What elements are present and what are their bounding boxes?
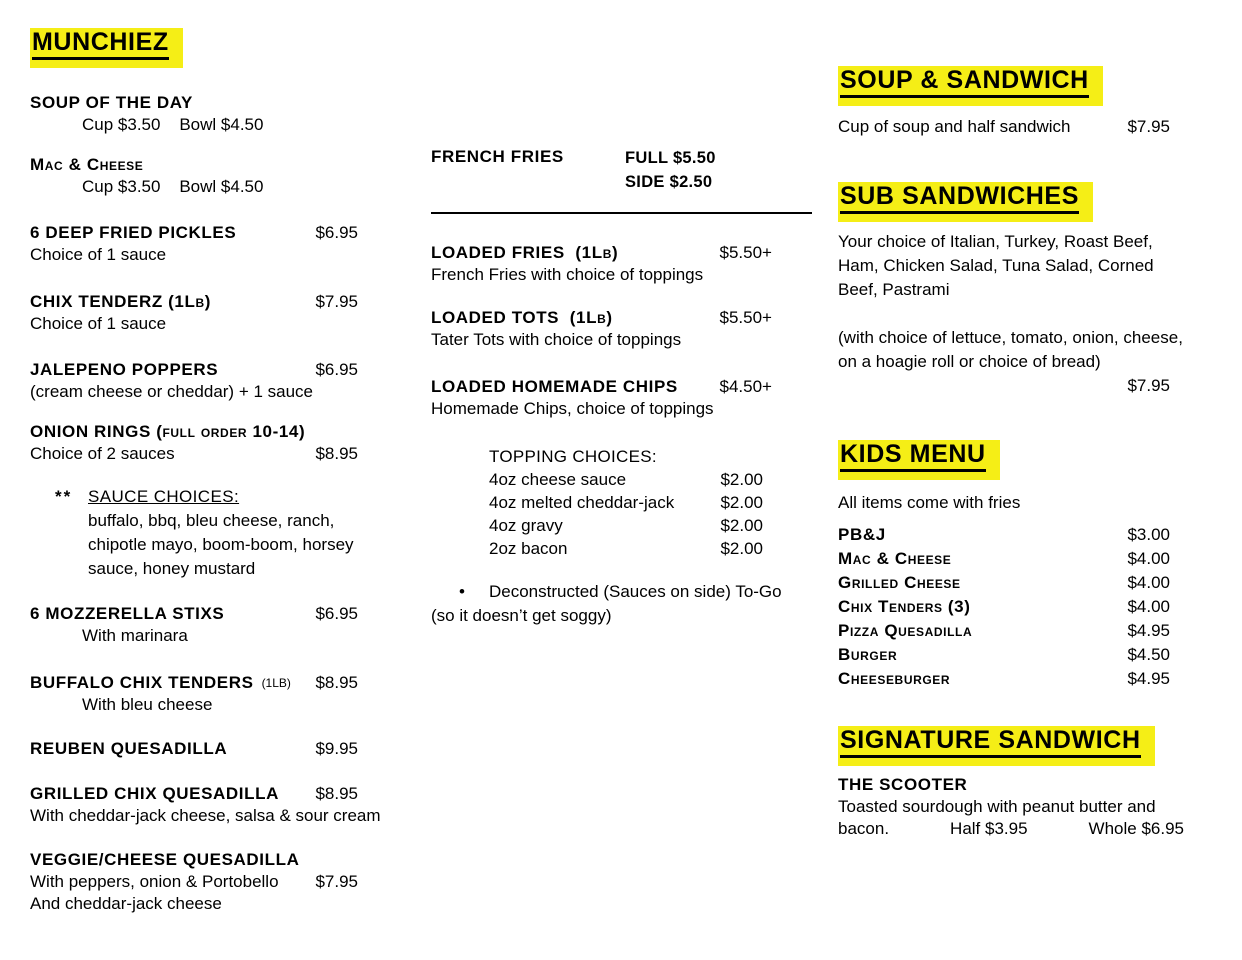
item-desc: Choice of 1 sauce <box>30 245 167 264</box>
header-highlight <box>838 440 1000 480</box>
item-name: JALEPENO POPPERS <box>30 360 219 379</box>
kids-item-row <box>838 668 1170 690</box>
item-name: Grilled Cheese <box>838 573 961 592</box>
menu-item-loaded-homemade-chips <box>431 376 812 420</box>
side-price: SIDE $2.50 <box>625 173 713 191</box>
item-name-price-row <box>30 291 358 313</box>
topping-name: 2oz bacon <box>489 539 568 558</box>
header-highlight <box>30 28 183 68</box>
item-price: $4.50 <box>1127 645 1170 664</box>
item-desc: And cheddar-jack cheese <box>30 894 222 913</box>
kids-menu-note: All items come with fries <box>838 493 1021 512</box>
topping-name: 4oz gravy <box>489 516 563 535</box>
menu-item-soup-of-the-day <box>30 92 394 136</box>
sauce-choices-list <box>88 509 394 581</box>
subs-price: $7.95 <box>1127 376 1170 395</box>
kids-menu-list <box>838 524 1186 690</box>
topping-row <box>489 537 763 560</box>
item-desc: With peppers, onion & Portobello <box>30 872 279 891</box>
item-name: CHIX TENDERZ (1Lb) <box>30 292 211 311</box>
sauce-choices-title: SAUCE CHOICES: <box>88 487 240 506</box>
kids-item-row <box>838 524 1170 546</box>
item-price: $7.95 <box>1127 117 1170 136</box>
item-desc: Homemade Chips, choice of toppings <box>431 399 714 418</box>
menu-item-buffalo-chix-tenders <box>30 672 394 716</box>
item-sizes: Cup $3.50 Bowl $4.50 <box>82 115 264 134</box>
item-name: Mac & Cheese <box>30 155 144 174</box>
item-name-price-row <box>30 222 358 244</box>
togo-note-line1 <box>431 580 812 604</box>
section-title-munchiez: MUNCHIEZ <box>32 30 169 60</box>
sauce-line: chipotle mayo, boom-boom, horsey <box>88 535 354 554</box>
subs-choices-paragraph: Your choice of Italian, Turkey, Roast Beef, Ham, Chicken Salad, Tuna Salad, Corned Beef, Pastrami <box>838 232 1154 299</box>
section-title-signature-sandwich: SIGNATURE SANDWICH <box>840 728 1141 758</box>
menu-item-grilled-chix-quesadilla <box>30 783 394 827</box>
item-name-group <box>30 672 291 694</box>
item-price: $9.95 <box>315 739 358 758</box>
item-name: 6 DEEP FRIED PICKLES <box>30 223 237 242</box>
topping-choices-block <box>489 445 763 560</box>
item-price: $5.50+ <box>719 243 772 262</box>
section-header-kids-menu <box>838 440 1186 480</box>
section-header-signature-sandwich <box>838 726 1186 766</box>
item-desc: With bleu cheese <box>82 695 213 714</box>
menu-item-onion-rings <box>30 421 394 465</box>
item-name: Chix Tenders (3) <box>838 597 971 616</box>
item-name: LOADED HOMEMADE CHIPS <box>431 377 678 396</box>
section-divider-line <box>431 212 812 214</box>
kids-item-row <box>838 548 1170 570</box>
item-name: ONION RINGS (full order 10-14) <box>30 422 306 441</box>
item-name-price-row <box>30 783 358 805</box>
topping-row <box>489 468 763 491</box>
topping-row <box>489 514 763 537</box>
header-highlight <box>838 182 1093 222</box>
half-price: Half $3.95 <box>950 819 1028 838</box>
item-sizes: Cup $3.50 Bowl $4.50 <box>82 177 264 196</box>
section-title-sub-sandwiches: SUB SANDWICHES <box>840 184 1079 214</box>
item-price: $6.95 <box>315 360 358 379</box>
item-desc: Toasted sourdough with peanut butter and <box>838 797 1156 816</box>
topping-name: 4oz melted cheddar-jack <box>489 493 675 512</box>
item-name: Pizza Quesadilla <box>838 621 973 640</box>
item-name-price-row <box>30 603 358 625</box>
column-sandwiches <box>838 0 1186 840</box>
menu-item-deep-fried-pickles <box>30 222 394 266</box>
kids-item-row <box>838 572 1170 594</box>
topping-price: $2.00 <box>720 539 763 558</box>
item-price: $4.00 <box>1127 549 1170 568</box>
item-desc: With cheddar-jack cheese, salsa & sour cream <box>30 806 381 825</box>
item-name: PB&J <box>838 525 886 544</box>
kids-item-row <box>838 596 1170 618</box>
item-name: LOADED TOTS (1Lb) <box>431 308 613 327</box>
item-name-price-row <box>30 672 358 694</box>
item-name: 6 MOZZERELLA STIXS <box>30 604 225 623</box>
menu-item-veggie-cheese-quesadilla <box>30 849 394 915</box>
item-name: Mac & Cheese <box>838 549 952 568</box>
item-name: BUFFALO CHIX TENDERS <box>30 673 254 692</box>
item-desc: Cup of soup and half sandwich <box>838 117 1071 136</box>
item-name: SOUP OF THE DAY <box>30 93 193 112</box>
item-name: REUBEN QUESADILLA <box>30 739 228 758</box>
topping-price: $2.00 <box>720 470 763 489</box>
topping-price: $2.00 <box>720 516 763 535</box>
sauce-line: buffalo, bbq, bleu cheese, ranch, <box>88 511 335 530</box>
item-name: VEGGIE/CHEESE QUESADILLA <box>30 850 300 869</box>
column-munchiez <box>30 0 394 915</box>
topping-choices-title: TOPPING CHOICES: <box>489 447 657 466</box>
item-name: THE SCOOTER <box>838 775 968 794</box>
item-name-price-row <box>431 242 772 264</box>
item-name: GRILLED CHIX QUESADILLA <box>30 784 279 803</box>
togo-note-line2: (so it doesn’t get soggy) <box>431 606 612 625</box>
menu-item-mac-and-cheese <box>30 154 394 198</box>
item-price: $6.95 <box>315 223 358 242</box>
bullet-glyph: • <box>459 582 465 601</box>
section-header-munchiez <box>30 28 394 68</box>
item-desc: Tater Tots with choice of toppings <box>431 330 682 349</box>
menu-item-the-scooter <box>838 774 1186 840</box>
header-highlight <box>838 726 1155 766</box>
item-desc-price-row <box>30 871 358 893</box>
item-desc: French Fries with choice of toppings <box>431 265 704 284</box>
menu-item-loaded-tots <box>431 307 812 351</box>
kids-item-row <box>838 644 1170 666</box>
header-highlight <box>838 66 1103 106</box>
item-price: $4.95 <box>1127 669 1170 688</box>
whole-price: Whole $6.95 <box>1088 819 1184 838</box>
topping-name: 4oz cheese sauce <box>489 470 627 489</box>
sauce-line: sauce, honey mustard <box>88 559 256 578</box>
item-price: $7.95 <box>315 292 358 311</box>
full-price: FULL $5.50 <box>625 149 716 167</box>
section-title-kids-menu: KIDS MENU <box>840 442 986 472</box>
menu-item-loaded-fries <box>431 242 812 286</box>
item-size-prices <box>625 146 772 194</box>
item-price: $4.95 <box>1127 621 1170 640</box>
asterisks: ** <box>55 487 73 506</box>
item-price: $3.00 <box>1127 525 1170 544</box>
item-price: $4.00 <box>1127 597 1170 616</box>
menu-item-chix-tenderz <box>30 291 394 335</box>
item-desc-price-row <box>838 818 1184 840</box>
item-desc: With marinara <box>82 626 188 645</box>
item-price: $6.95 <box>315 604 358 623</box>
menu-item-reuben-quesadilla <box>30 738 394 760</box>
item-price: $8.95 <box>315 673 358 692</box>
item-name: FRENCH FRIES <box>431 147 564 166</box>
sauce-choices-heading <box>30 485 394 509</box>
topping-price: $2.00 <box>720 493 763 512</box>
section-header-soup-sandwich <box>838 66 1186 106</box>
section-header-sub-sandwiches <box>838 182 1186 222</box>
item-desc: Choice of 2 sauces <box>30 444 175 463</box>
menu-item-jalepeno-poppers <box>30 359 394 403</box>
item-desc-continued: bacon. <box>838 819 890 838</box>
item-name-price-row <box>431 376 772 398</box>
column-fries <box>431 0 812 628</box>
item-price: $8.95 <box>315 784 358 803</box>
item-name: Cheeseburger <box>838 669 951 688</box>
item-name-suffix: (1LB) <box>261 676 291 690</box>
item-price: $8.95 <box>315 444 358 463</box>
togo-note <box>431 580 812 628</box>
sauce-choices-note <box>30 485 394 581</box>
section-title-soup-sandwich: SOUP & SANDWICH <box>840 68 1089 98</box>
item-name-price-row <box>431 307 772 329</box>
menu-item-mozzerella-stixs <box>30 603 394 647</box>
item-desc-price-row <box>30 443 358 465</box>
item-name-price-row <box>30 738 358 760</box>
item-price: $5.50+ <box>719 308 772 327</box>
item-name-price-row <box>30 359 358 381</box>
subs-fixings-paragraph: (with choice of lettuce, tomato, onion, cheese, on a hoagie roll or choice of bread) <box>838 328 1183 371</box>
menu-item-french-fries <box>431 146 772 194</box>
item-price: $4.50+ <box>719 377 772 396</box>
togo-text: Deconstructed (Sauces on side) To-Go <box>489 582 782 601</box>
item-name: Burger <box>838 645 898 664</box>
menu-item-soup-and-half-sandwich <box>838 116 1170 138</box>
kids-item-row <box>838 620 1170 642</box>
topping-row <box>489 491 763 514</box>
item-desc: (cream cheese or cheddar) + 1 sauce <box>30 382 314 401</box>
item-name: LOADED FRIES (1Lb) <box>431 243 619 262</box>
item-desc: Choice of 1 sauce <box>30 314 167 333</box>
item-price: $4.00 <box>1127 573 1170 592</box>
item-price: $7.95 <box>315 872 358 891</box>
